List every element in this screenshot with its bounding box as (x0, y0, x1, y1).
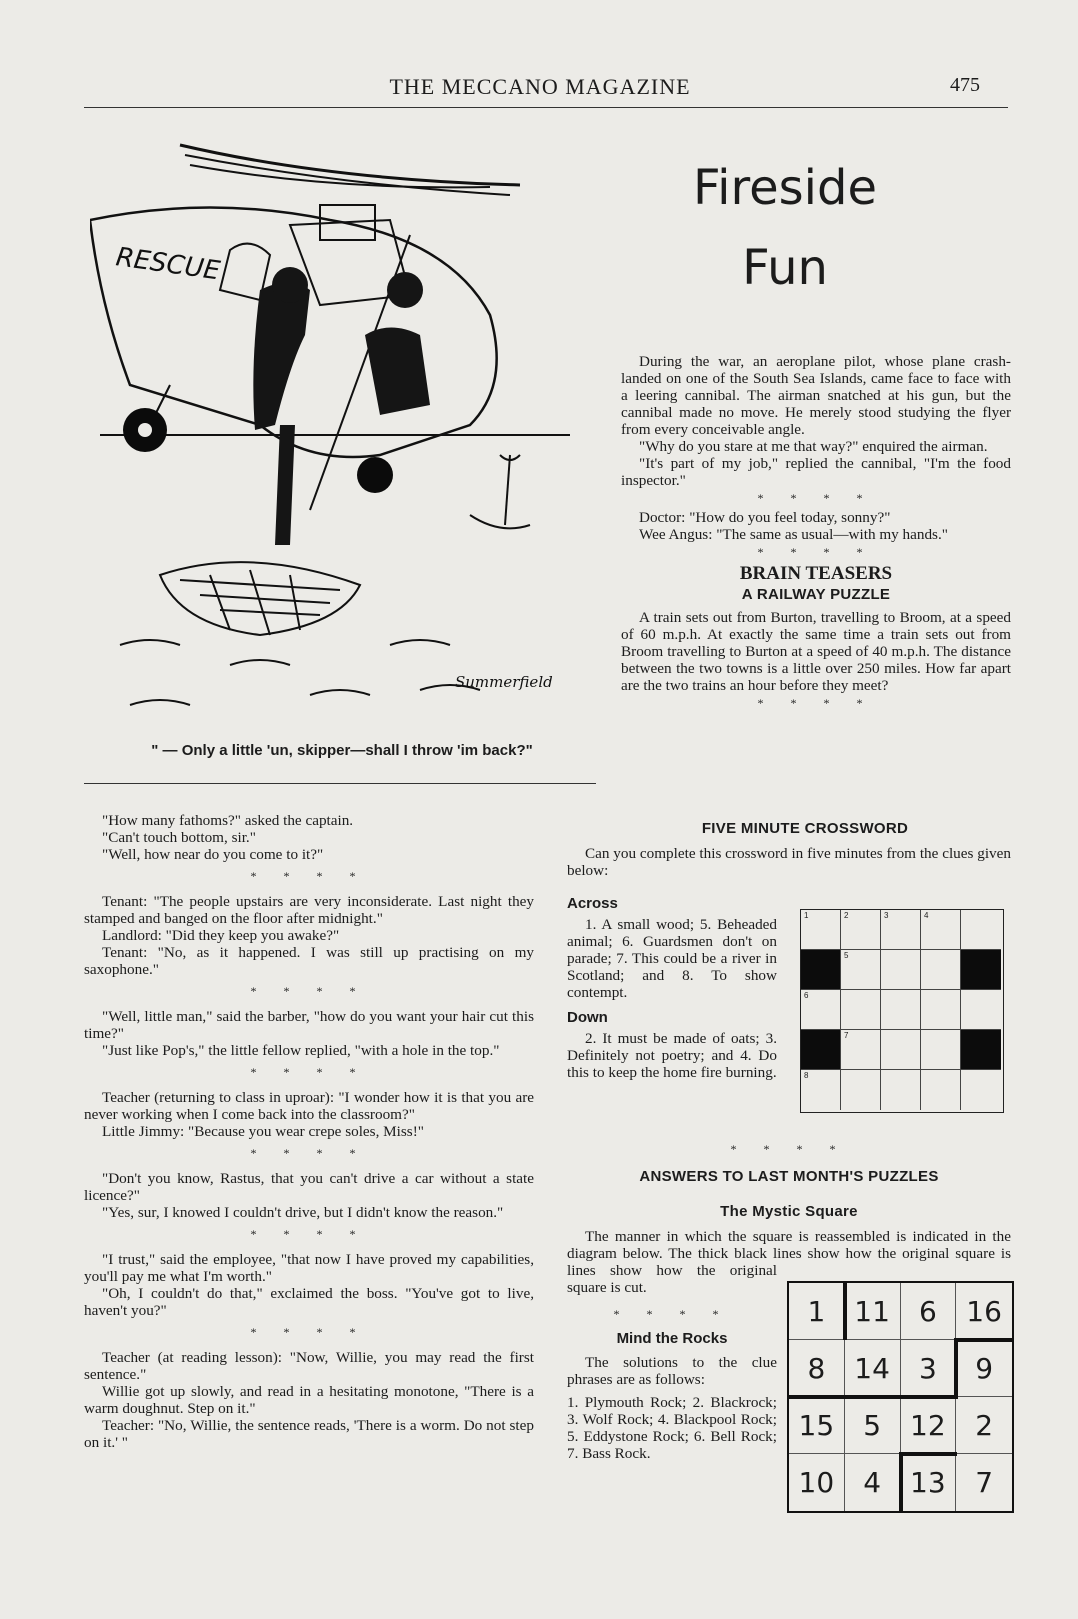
separator-stars: * * * * (757, 545, 875, 559)
joke-line: "Don't you know, Rastus, that you can't drive a car without a state licence?" (84, 1170, 534, 1204)
cut-line (954, 1338, 1012, 1342)
mystic-square-text: The manner in which the square is reassembled is indicated in the diagram below. The thick black lines show how the original square is (567, 1228, 1011, 1262)
crossword-cell[interactable] (881, 990, 921, 1030)
crossword-black-cell (801, 950, 841, 990)
crossword-cell[interactable] (841, 990, 881, 1030)
rocks-section (567, 1354, 777, 1462)
page-title-line1: Fireside (692, 160, 877, 216)
joke-line: "I trust," said the employee, "that now I have proved my capabilities, you'll pay me what I'm worth." (84, 1251, 534, 1285)
cut-line (899, 1452, 903, 1511)
joke-saxophone (84, 893, 534, 978)
cut-line (843, 1283, 847, 1340)
joke-crepe-soles (84, 1089, 534, 1140)
square-cell: 2 (956, 1397, 1012, 1454)
crossword-cell[interactable] (921, 1030, 961, 1070)
doctor-joke-1: Doctor: "How do you feel today, sonny?" (639, 509, 891, 526)
square-cell: 8 (789, 1340, 845, 1397)
clue-number: 5 (844, 951, 849, 960)
joke-line: "Yes, sur, I knowed I couldn't drive, but I didn't know the reason." (102, 1204, 504, 1221)
crossword-cell[interactable] (921, 910, 961, 950)
caption-rule (84, 783, 596, 784)
separator-stars: * * * * (250, 1065, 368, 1079)
square-cell: 5 (845, 1397, 901, 1454)
crossword-grid (800, 909, 1004, 1113)
rescue-text: RESCUE (114, 242, 222, 287)
cannibal-joke-2: "Why do you stare at me that way?" enquired the airman. (639, 438, 988, 455)
square-cell: 3 (901, 1340, 957, 1397)
crossword-cell[interactable] (921, 1070, 961, 1110)
joke-line: Tenant: "The people upstairs are very inconsiderate. Last night they stamped and banged on the floor after midnight." (84, 893, 534, 927)
crossword-black-cell (961, 1030, 1001, 1070)
clue-number: 7 (844, 1031, 849, 1040)
crossword-cell[interactable] (881, 910, 921, 950)
joke-fathoms (84, 812, 534, 863)
header-rule (84, 107, 1008, 108)
joke-line: "Well, little man," said the barber, "how do you want your hair cut this time?" (84, 1008, 534, 1042)
mystic-square-text-tail: lines show how the original square is cut. (567, 1262, 777, 1296)
joke-line: "Can't touch bottom, sir." (102, 829, 256, 846)
crossword-cell[interactable] (841, 1030, 881, 1070)
mystic-square-grid (787, 1281, 1014, 1513)
square-cell: 10 (789, 1454, 845, 1511)
left-column-jokes (84, 812, 534, 1451)
crossword-cell[interactable] (801, 910, 841, 950)
railway-puzzle-text: A train sets out from Burton, travelling to Broom, at a speed of 60 m.p.h. At exactly the same time a train sets out from Broom travelling to Burton at a speed of 40 m.p.h. The distance between the two towns is a little over 250 miles. How far apart are the two trains an hour before they meet? (621, 609, 1011, 694)
joke-line: "Well, how near do you come to it?" (102, 846, 324, 863)
joke-line: Willie got up slowly, and read in a hesitating monotone, "There is a warm doughnut. Step on it." (84, 1383, 534, 1417)
joke-line: "Oh, I couldn't do that," exclaimed the boss. "You've got to live, haven't you?" (84, 1285, 534, 1319)
across-heading: Across (567, 895, 618, 912)
down-clues: 2. It must be made of oats; 3. Definitely not poetry; and 4. Do this to keep the home fire burning. (567, 1030, 777, 1081)
clue-number: 6 (804, 991, 809, 1000)
rocks-heading: Mind the Rocks (616, 1330, 728, 1347)
clue-number: 4 (924, 911, 929, 920)
crossword-black-cell (961, 950, 1001, 990)
joke-line: Landlord: "Did they keep you awake?" (102, 927, 340, 944)
crossword-cell[interactable] (921, 990, 961, 1030)
crossword-cell[interactable] (801, 990, 841, 1030)
clue-number: 1 (804, 911, 809, 920)
square-cell: 6 (901, 1283, 957, 1340)
crossword-cell[interactable] (961, 1070, 1001, 1110)
crossword-cell[interactable] (961, 990, 1001, 1030)
crossword-cell[interactable] (841, 1070, 881, 1110)
crossword-intro-text: Can you complete this crossword in five minutes from the clues given below: (567, 845, 1011, 879)
square-cell: 11 (845, 1283, 901, 1340)
square-cell: 4 (845, 1454, 901, 1511)
joke-worth (84, 1251, 534, 1319)
square-cell: 7 (975, 1466, 994, 1499)
rocks-list: 1. Plymouth Rock; 2. Blackrock; 3. Wolf Rock; 4. Blackpool Rock; 5. Eddystone Rock; 6. Bell Rock; 7. Bass Rock. (567, 1394, 777, 1462)
crossword-cell[interactable] (881, 1070, 921, 1110)
crossword-cell[interactable] (841, 910, 881, 950)
doctor-joke-2: Wee Angus: "The same as usual—with my hands." (639, 526, 948, 543)
mystic-square-text-top (567, 1228, 1011, 1263)
helicopter-cartoon (90, 125, 590, 735)
down-heading: Down (567, 1009, 608, 1026)
page-number: 475 (950, 74, 980, 96)
answers-heading: ANSWERS TO LAST MONTH'S PUZZLES (639, 1168, 939, 1185)
square-cell: 14 (845, 1340, 901, 1397)
separator-stars: * * * * (250, 1325, 368, 1339)
cut-line (899, 1452, 957, 1456)
square-cell: 15 (789, 1397, 845, 1454)
joke-barber (84, 1008, 534, 1059)
clue-number: 3 (884, 911, 889, 920)
crossword-clues (567, 895, 777, 1081)
clue-number: 2 (844, 911, 849, 920)
railway-puzzle-heading: A RAILWAY PUZZLE (741, 586, 891, 603)
brain-teasers-heading: BRAIN TEASERS (739, 563, 893, 584)
separator-stars: * * * * (757, 491, 875, 505)
cut-line (954, 1338, 958, 1399)
joke-line: "Just like Pop's," the little fellow replied, "with a hole in the top." (102, 1042, 500, 1059)
crossword-intro (567, 845, 1011, 879)
cut-line (789, 1395, 958, 1399)
square-cell: 13 (901, 1454, 957, 1511)
joke-line: Teacher: "No, Willie, the sentence reads, 'There is a worm. Do not step on it.' " (84, 1417, 534, 1451)
across-clues: 1. A small wood; 5. Beheaded animal; 6. Guardsmen don't on parade; 7. This could be a river in Scotland; and 8. To show contempt. (567, 916, 777, 1001)
square-cell: 12 (901, 1397, 957, 1454)
magazine-title: THE MECCANO MAGAZINE (389, 74, 691, 99)
crossword-cell[interactable] (961, 910, 1001, 950)
joke-licence (84, 1170, 534, 1221)
rocks-intro: The solutions to the clue phrases are as follows: (567, 1354, 777, 1388)
mystic-square-heading: The Mystic Square (720, 1203, 858, 1220)
joke-line: Teacher (at reading lesson): "Now, Willie, you may read the first sentence." (84, 1349, 534, 1383)
square-cell: 16 (956, 1283, 1012, 1340)
joke-line: "How many fathoms?" asked the captain. (102, 812, 354, 829)
separator-stars: * * * * (250, 869, 368, 883)
crossword-cell[interactable] (921, 950, 961, 990)
separator-stars: * * * * (730, 1142, 848, 1156)
cartoon-signature: Summerfield (455, 673, 553, 691)
separator-stars: * * * * (250, 984, 368, 998)
separator-stars: * * * * (250, 1227, 368, 1241)
cartoon-caption: " — Only a little 'un, skipper—shall I throw 'im back?" (151, 742, 533, 759)
crossword-heading: FIVE MINUTE CROSSWORD (701, 820, 909, 837)
crossword-cell[interactable] (881, 1030, 921, 1070)
separator-stars: * * * * (250, 1146, 368, 1160)
joke-doughnut (84, 1349, 534, 1451)
joke-line: Little Jimmy: "Because you wear crepe soles, Miss!" (102, 1123, 424, 1140)
crossword-black-cell (801, 1030, 841, 1070)
clue-number: 8 (804, 1071, 809, 1080)
joke-line: Tenant: "No, as it happened. I was still up practising on my saxophone." (84, 944, 534, 978)
crossword-cell[interactable] (881, 950, 921, 990)
separator-stars: * * * * (757, 696, 875, 710)
joke-line: Teacher (returning to class in uproar): "I wonder how it is that you are never working when I come back into the classroom?" (84, 1089, 534, 1123)
cannibal-joke-3: "It's part of my job," replied the cannibal, "I'm the food inspector." (621, 455, 1011, 489)
cannibal-joke-1: During the war, an aeroplane pilot, whose plane crash-landed on one of the South Sea Islands, came face to face with a leering cannibal. The airman snatched at his gun, but the cannibal made no move. He merely stood studying the flyer from every conceivable angle. (621, 353, 1011, 438)
separator-stars: * * * * (613, 1307, 731, 1321)
page-title-line2: Fun (742, 240, 828, 296)
square-cell: 1 (789, 1283, 845, 1340)
crossword-cell[interactable] (841, 950, 881, 990)
square-cell: 9 (956, 1340, 1012, 1397)
right-column-top (621, 353, 1011, 714)
crossword-cell[interactable] (801, 1070, 841, 1110)
